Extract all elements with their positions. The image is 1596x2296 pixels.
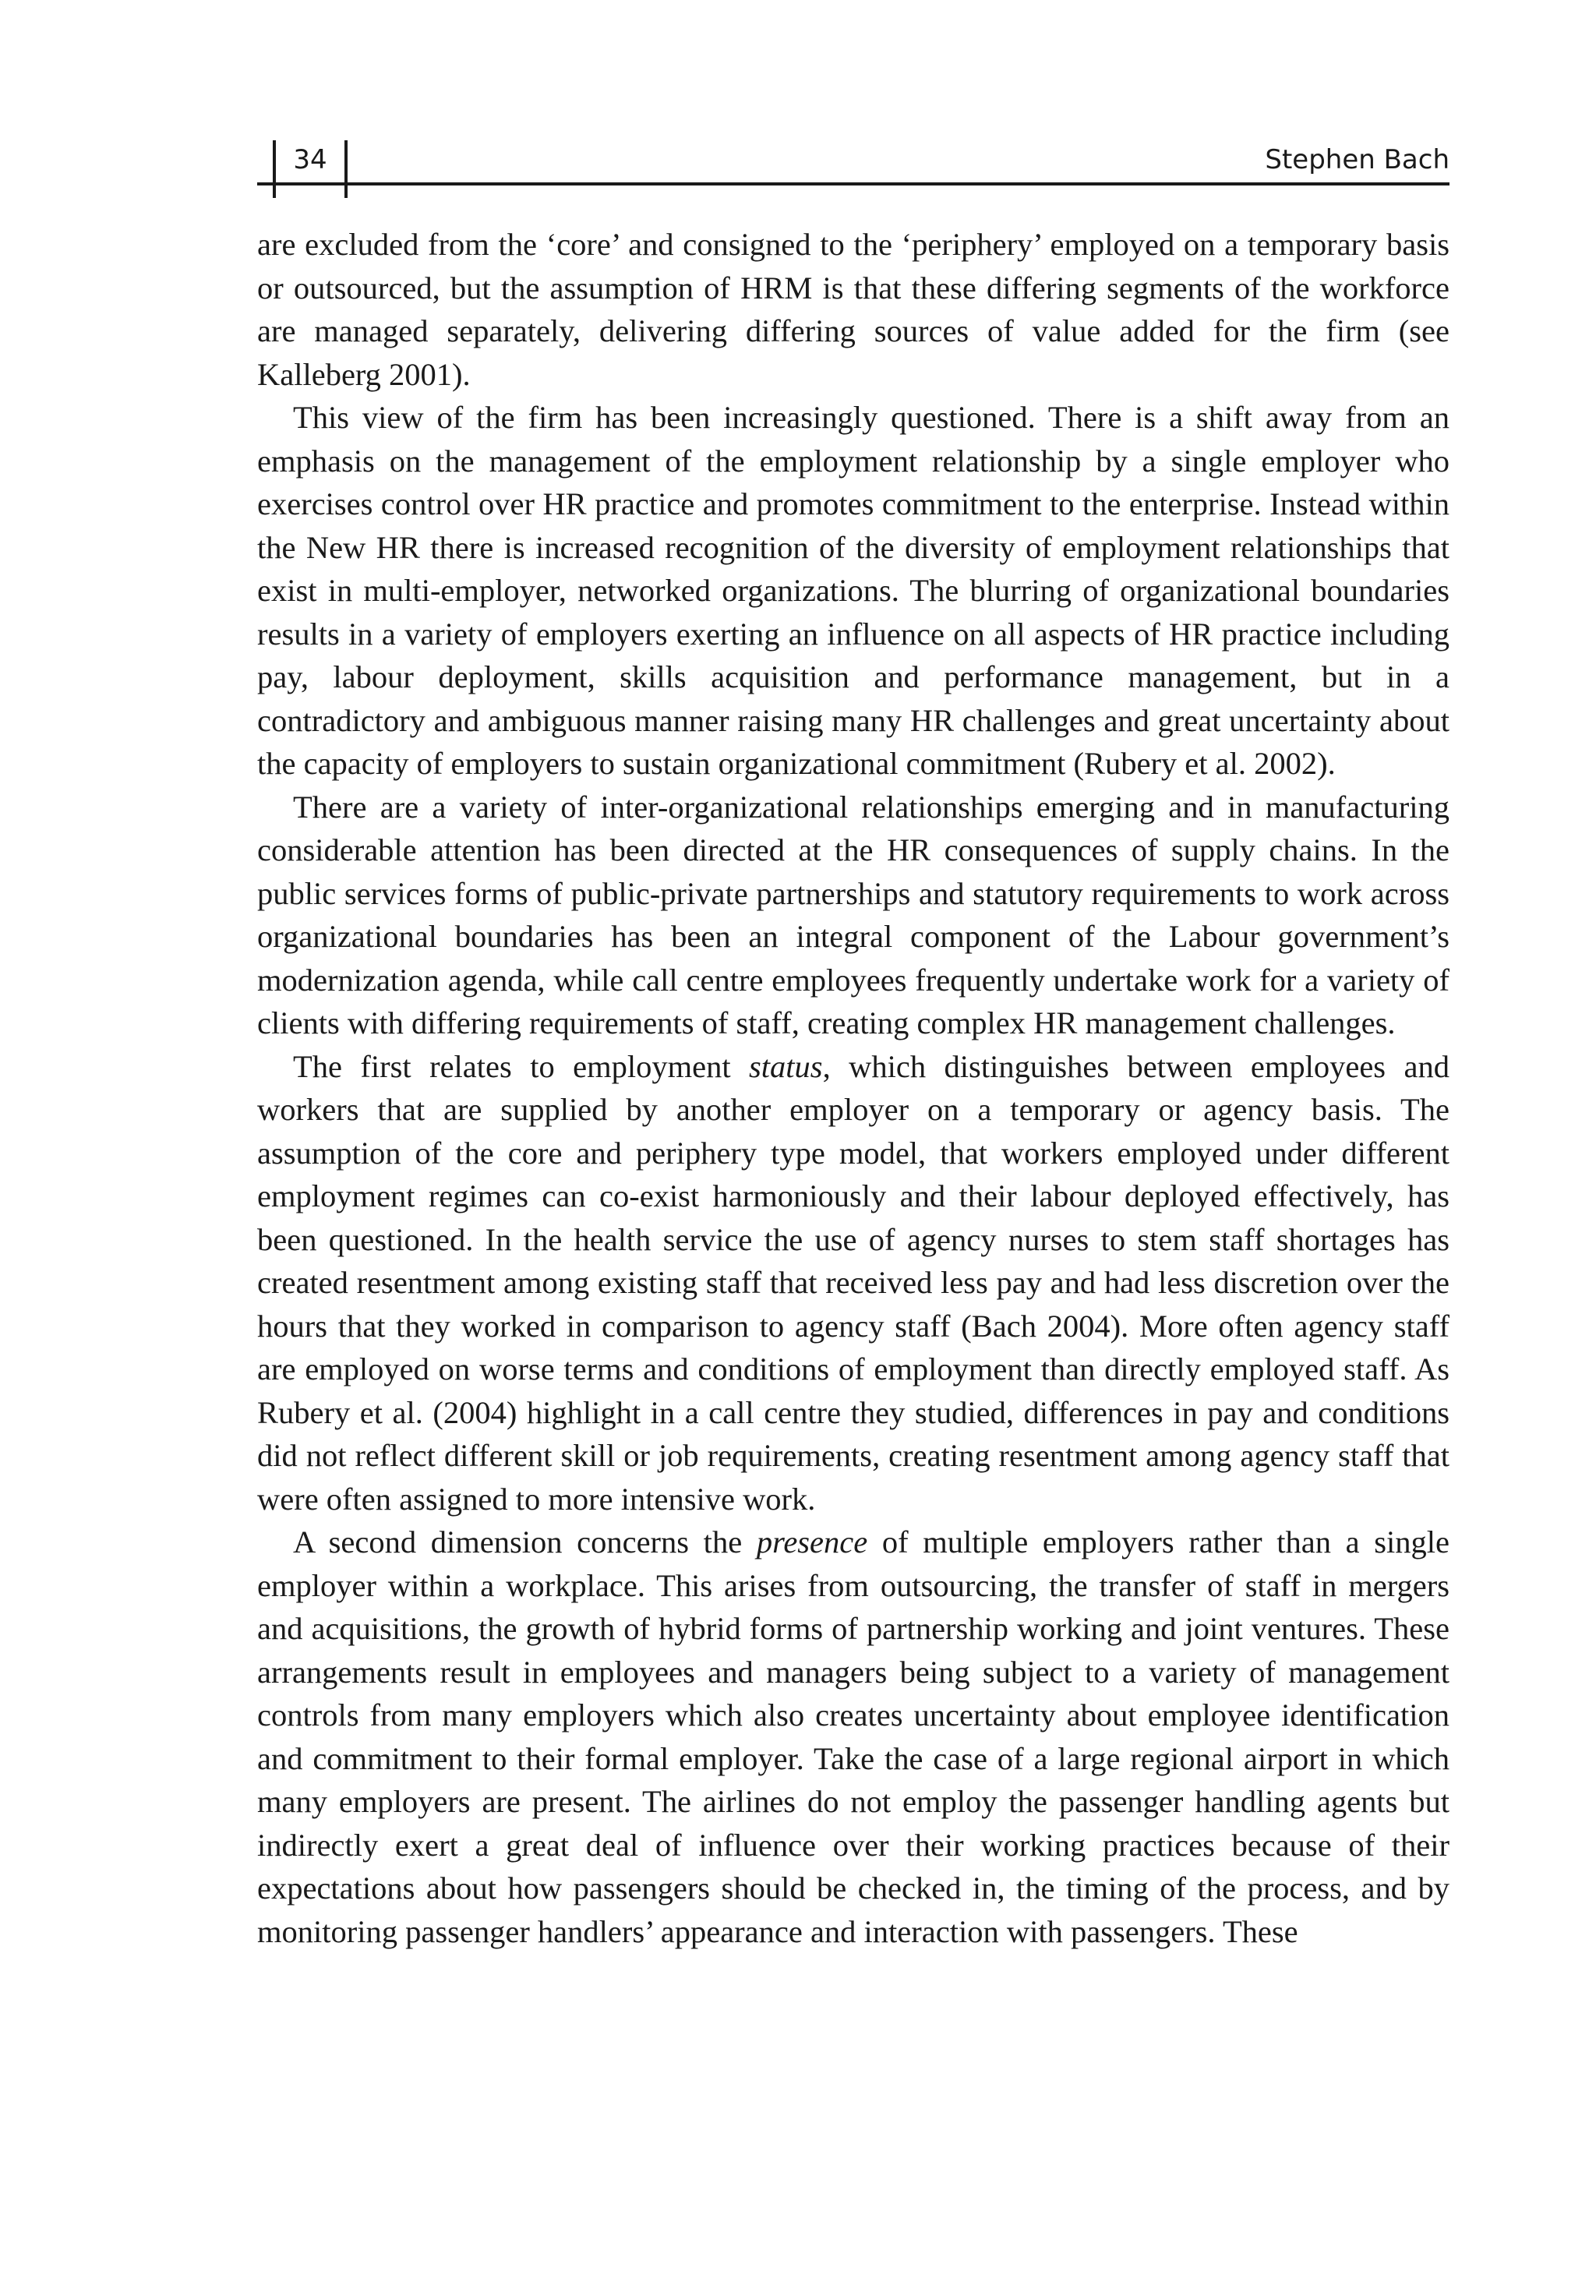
page-number-box xyxy=(273,140,348,182)
paragraph-1: are excluded from the ‘core’ and consigned to the ‘periphery’ employed on a temporary basis or outsourced, but the assumption of HRM is that these differing segments of the workforce are managed separately, delivering differing sources of value added for the firm (see Kalleberg 2001). xyxy=(257,227,1449,392)
header-rule xyxy=(257,182,1449,185)
paragraph-2: This view of the firm has been increasingly questioned. There is a shift away from an emphasis on the management of the employment relationship by a single employer who exercises control over HR practice and promotes commitment to the enterprise. Instead within the New HR there is increased recognition of the diversity of employment relationships that exist in multi-employer, networked organizations. The blurring of organizational boundaries results in a variety of employers exerting an influence on all aspects of HR practice including pay, labour deployment, skills acquisition and performance management, but in a contradictory and ambiguous manner raising many HR challenges and great uncertainty about the capacity of employers to sustain organizational commitment (Rubery et al. 2002). xyxy=(257,400,1449,781)
paragraph-4-lead: The first relates to employment xyxy=(293,1048,750,1084)
paragraph-3: There are a variety of inter-organizational relationships emerging and in manufacturing considerable attention has been directed at the HR consequences of supply chains. In the public services forms of public-private partnerships and statutory requirements to work across organizational boundaries has been an integral component of the Labour government’s modernization agenda, while call centre employees frequently undertake work for a variety of clients with differing requirements of staff, creating complex HR management challenges. xyxy=(257,789,1449,1040)
emphasis-presence: presence xyxy=(756,1524,868,1560)
paragraph-5-rest: of multiple employers rather than a single employer within a workplace. This arises from outsourcing, the transfer of staff in mergers and acquisitions, the growth of hybrid forms of partnership working and joint ventures. These arrangements result in employees and managers being subject to a variety of management controls from many employers which also creates uncertainty about employee identification and commitment to their formal employer. Take the case of a large regional airport in which many employers are present. The airlines do not employ the passenger handling agents but indirectly exert a great deal of influence over their working practices because of their expectations about how passengers should be checked in, the timing of the process, and by monitoring passenger handlers’ appearance and interaction with passengers. These xyxy=(257,1524,1449,1949)
paragraph-4 xyxy=(257,1045,1449,1521)
paragraph-5 xyxy=(257,1521,1449,1953)
page-number: 34 xyxy=(293,144,327,175)
paragraph-5-lead: A second dimension concerns the xyxy=(293,1524,757,1560)
running-head-author: Stephen Bach xyxy=(1265,144,1449,175)
emphasis-status: status xyxy=(749,1048,823,1084)
page-header xyxy=(257,131,1449,201)
paragraph-4-rest: , which distinguishes between employees and workers that are supplied by another employer on a temporary or agency basis. The assumption of the core and periphery type model, that workers employed under different employment regimes can co-exist harmoniously and their labour deployed effectively, has been questioned. In the health service the use of agency nurses to stem staff shortages has created resentment among existing staff that received less pay and had less discretion over the hours that they worked in comparison to agency staff (Bach 2004). More often agency staff are employed on worse terms and conditions of employment than directly employed staff. As Rubery et al. (2004) highlight in a call centre they studied, differences in pay and conditions did not reflect different skill or job requirements, creating resentment among agency staff that were often assigned to more intensive work. xyxy=(257,1048,1449,1517)
body-text xyxy=(257,223,1449,1953)
